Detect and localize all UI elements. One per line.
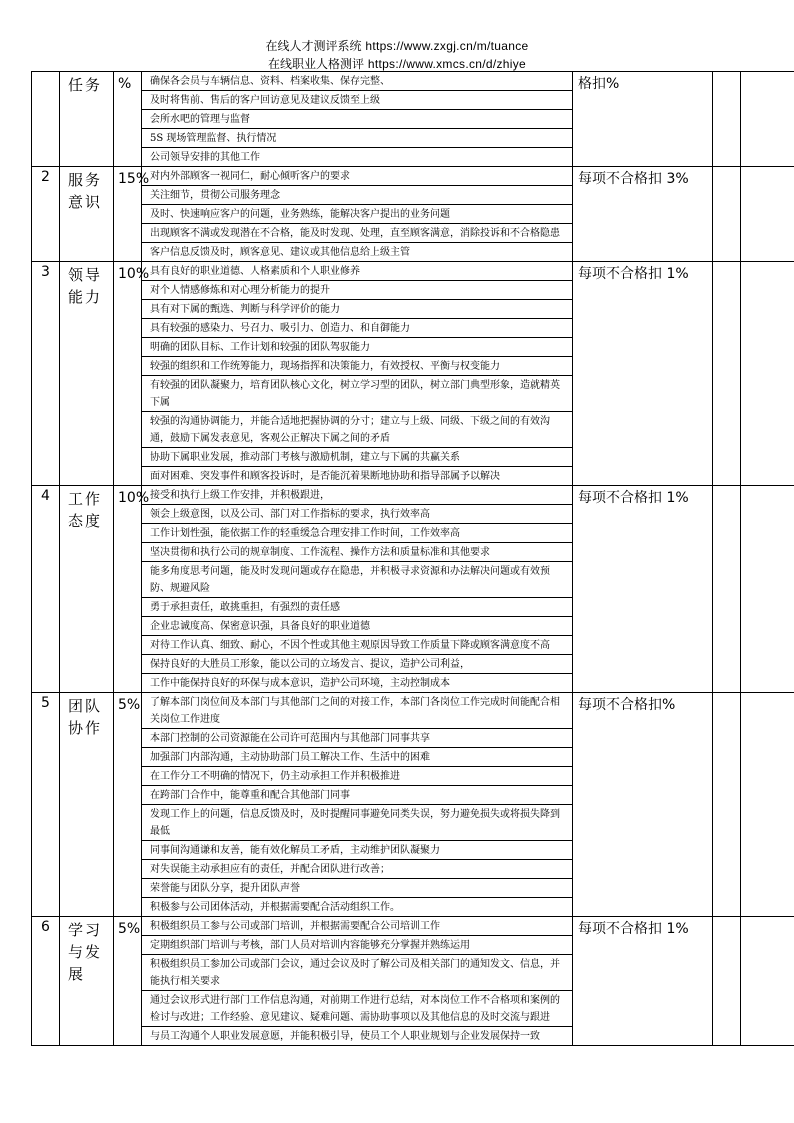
criteria-item: 出现顾客不满或发现潜在不合格，能及时发现、处理，直至顾客满意，消除投诉和不合格隐患 bbox=[142, 224, 572, 243]
table-row bbox=[32, 917, 794, 1046]
header-line-1 bbox=[0, 38, 794, 55]
header-url-2[interactable]: https://www.xmcs.cn/d/zhiye bbox=[367, 57, 526, 71]
criteria-item: 会所水吧的管理与监督 bbox=[142, 110, 572, 129]
criteria-item: 工作中能保持良好的环保与成本意识，造护公司环境，主动控制成本 bbox=[150, 678, 450, 689]
blank-score-cell bbox=[713, 693, 741, 917]
criteria-item: 了解本部门岗位间及本部门与其他部门之间的对接工作，本部门各岗位工作完成时间能配合相关岗位工作进度 bbox=[142, 693, 572, 729]
blank-score-cell bbox=[713, 262, 741, 486]
criteria-item: 发现工作上的问题，信息反馈及时，及时提醒同事避免同类失误，努力避免损失或将损失降到最低 bbox=[142, 805, 572, 841]
category-name: 学习与发展 bbox=[60, 917, 114, 1046]
category-name: 任务 bbox=[60, 72, 114, 167]
row-index: 2 bbox=[32, 167, 60, 262]
criteria-item: 积极参与公司团体活动，并根据需要配合活动组织工作。 bbox=[150, 902, 400, 913]
row-index: 6 bbox=[32, 917, 60, 1046]
criteria-item: 确保各会员与车辆信息、资料、档案收集、保存完整、 bbox=[142, 72, 572, 91]
criteria-item: 保持良好的大胜员工形象，能以公司的立场发言、提议，造护公司利益， bbox=[142, 655, 572, 674]
criteria-list bbox=[142, 693, 573, 917]
criteria-item: 定期组织部门培训与考核，部门人员对培训内容能够充分掌握并熟练运用 bbox=[142, 936, 572, 955]
criteria-list bbox=[142, 262, 573, 486]
blank-remark-cell bbox=[741, 486, 794, 693]
criteria-item: 同事间沟通谦和友善，能有效化解员工矛盾，主动维护团队凝聚力 bbox=[142, 841, 572, 860]
criteria-item: 具有对下属的甄选、判断与科学评价的能力 bbox=[142, 300, 572, 319]
criteria-item: 对待工作认真、细致、耐心，不因个性或其他主观原因导致工作质量下降或顾客满意度不高 bbox=[142, 636, 572, 655]
scoring-rule: 每项不合格扣 1% bbox=[573, 262, 713, 486]
table-row bbox=[32, 486, 794, 693]
table-row bbox=[32, 262, 794, 486]
criteria-item: 加强部门内部沟通，主动协助部门员工解决工作、生活中的困难 bbox=[142, 748, 572, 767]
criteria-item: 公司领导安排的其他工作 bbox=[150, 152, 260, 163]
criteria-item: 较强的沟通协调能力，并能合适地把握协调的分寸；建立与上级、同级、下级之间的有效沟通，鼓励下属发表意见，客观公正解决下属之间的矛盾 bbox=[142, 412, 572, 448]
blank-score-cell bbox=[713, 486, 741, 693]
criteria-item: 明确的团队目标、工作计划和较强的团队驾驭能力 bbox=[142, 338, 572, 357]
blank-remark-cell bbox=[741, 917, 794, 1046]
criteria-item: 能多角度思考问题，能及时发现问题或存在隐患，并积极寻求资源和办法解决问题或有效预防、规避风险 bbox=[142, 562, 572, 598]
table-row bbox=[32, 693, 794, 917]
category-weight: 5% bbox=[114, 693, 142, 917]
row-index: 5 bbox=[32, 693, 60, 917]
criteria-item: 较强的组织和工作统筹能力，现场指挥和决策能力，有效授权、平衡与权变能力 bbox=[142, 357, 572, 376]
category-name: 服务意识 bbox=[60, 167, 114, 262]
criteria-item: 在跨部门合作中，能尊重和配合其他部门同事 bbox=[142, 786, 572, 805]
criteria-item: 对个人情感修炼和对心理分析能力的提升 bbox=[142, 281, 572, 300]
blank-remark-cell bbox=[741, 262, 794, 486]
criteria-item: 具有良好的职业道德、人格素质和个人职业修养 bbox=[142, 262, 572, 281]
blank-score-cell bbox=[713, 917, 741, 1046]
criteria-item: 对失误能主动承担应有的责任，并配合团队进行改善； bbox=[142, 860, 572, 879]
criteria-item: 在工作分工不明确的情况下，仍主动承担工作并积极推进 bbox=[142, 767, 572, 786]
scoring-rule: 每项不合格扣 1% bbox=[573, 486, 713, 693]
category-name: 团队协作 bbox=[60, 693, 114, 917]
table-row bbox=[32, 167, 794, 262]
blank-remark-cell bbox=[741, 167, 794, 262]
criteria-item: 对内外部顾客一视同仁，耐心倾听客户的要求 bbox=[142, 167, 572, 186]
blank-score-cell bbox=[713, 167, 741, 262]
category-name: 领导能力 bbox=[60, 262, 114, 486]
criteria-item: 具有较强的感染力、号召力、吸引力、创造力、和自御能力 bbox=[142, 319, 572, 338]
criteria-item: 本部门控制的公司资源能在公司许可范围内与其他部门同事共享 bbox=[142, 729, 572, 748]
criteria-item: 工作计划性强，能依据工作的轻重缓急合理安排工作时间，工作效率高 bbox=[142, 524, 572, 543]
category-weight: 10% bbox=[114, 486, 142, 693]
criteria-item: 荣誉能与团队分享，提升团队声誉 bbox=[142, 879, 572, 898]
category-weight: 15% bbox=[114, 167, 142, 262]
criteria-item: 及时将售前、售后的客户回访意见及建议反馈至上级 bbox=[142, 91, 572, 110]
criteria-item: 勇于承担责任，敢挑重担，有强烈的责任感 bbox=[142, 598, 572, 617]
criteria-item: 客户信息反馈及时，顾客意见、建议或其他信息给上级主管 bbox=[150, 247, 410, 258]
scoring-rule: 格扣% bbox=[573, 72, 713, 167]
criteria-item: 有较强的团队凝聚力，培育团队核心文化，树立学习型的团队，树立部门典型形象，造就精英下属 bbox=[142, 376, 572, 412]
criteria-item: 5S 现场管理监督、执行情况 bbox=[142, 129, 572, 148]
criteria-list bbox=[142, 486, 573, 693]
criteria-item: 领会上级意图，以及公司、部门对工作指标的要求，执行效率高 bbox=[142, 505, 572, 524]
criteria-item: 通过会议形式进行部门工作信息沟通，对前期工作进行总结，对本岗位工作不合格项和案例的检讨与改进；工作经验、意见建议、疑难问题、需协助事项以及其他信息的及时交流与跟进 bbox=[142, 991, 572, 1027]
scoring-rule: 每项不合格扣 1% bbox=[573, 917, 713, 1046]
header-label-1: 在线人才测评系统 bbox=[265, 39, 362, 53]
criteria-item: 及时、快速响应客户的问题，业务熟练，能解决客户提出的业务问题 bbox=[142, 205, 572, 224]
criteria-item: 企业忠诚度高、保密意识强，具备良好的职业道德 bbox=[142, 617, 572, 636]
row-index bbox=[32, 72, 60, 167]
blank-remark-cell bbox=[741, 693, 794, 917]
row-index: 4 bbox=[32, 486, 60, 693]
criteria-list bbox=[142, 167, 573, 262]
blank-score-cell bbox=[713, 72, 741, 167]
criteria-item: 协助下属职业发展，推动部门考核与激励机制，建立与下属的共赢关系 bbox=[142, 448, 572, 467]
blank-remark-cell bbox=[741, 72, 794, 167]
criteria-item: 坚决贯彻和执行公司的规章制度、工作流程、操作方法和质量标准和其他要求 bbox=[142, 543, 572, 562]
criteria-item: 积极组织员工参与公司或部门培训，并根据需要配合公司培训工作 bbox=[142, 917, 572, 936]
criteria-item: 接受和执行上级工作安排，并积极跟进， bbox=[142, 486, 572, 505]
table-row bbox=[32, 72, 794, 167]
scoring-rule: 每项不合格扣 3% bbox=[573, 167, 713, 262]
criteria-list bbox=[142, 72, 573, 167]
category-weight: 5% bbox=[114, 917, 142, 1046]
criteria-item: 关注细节，贯彻公司服务理念 bbox=[142, 186, 572, 205]
header-label-2: 在线职业人格测评 bbox=[268, 57, 365, 71]
criteria-item: 与员工沟通个人职业发展意愿，并能积极引导，使员工个人职业规划与企业发展保持一致 bbox=[150, 1031, 540, 1042]
criteria-item: 面对困难、突发事件和顾客投诉时，是否能沉着果断地协助和指导部属予以解决 bbox=[150, 471, 500, 482]
header-url-1[interactable]: https://www.zxgj.cn/m/tuance bbox=[365, 39, 529, 53]
scoring-rule: 每项不合格扣% bbox=[573, 693, 713, 917]
category-weight: 10% bbox=[114, 262, 142, 486]
criteria-item: 积极组织员工参加公司或部门会议，通过会议及时了解公司及相关部门的通知发文、信息，并能执行相关要求 bbox=[142, 955, 572, 991]
row-index: 3 bbox=[32, 262, 60, 486]
category-weight: % bbox=[114, 72, 142, 167]
evaluation-table bbox=[31, 71, 794, 1046]
criteria-list bbox=[142, 917, 573, 1046]
category-name: 工作态度 bbox=[60, 486, 114, 693]
